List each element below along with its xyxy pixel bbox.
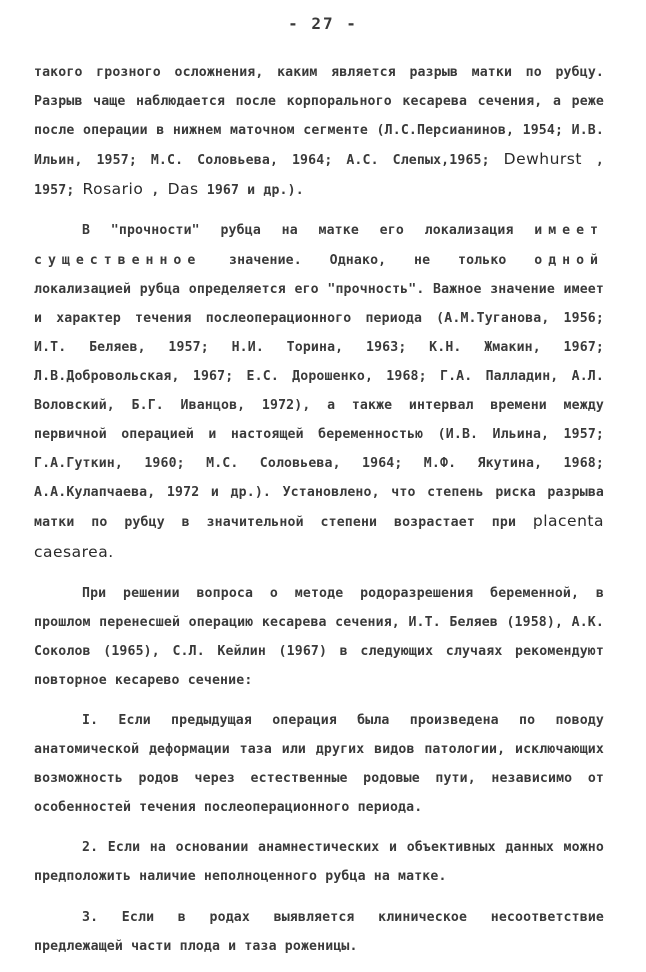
handwritten-text: Das (167, 180, 199, 199)
paragraph-5 (34, 833, 604, 891)
text-segment: , (143, 183, 168, 199)
handwritten-text: Dewhurst (503, 150, 582, 169)
paragraph-3 (34, 579, 604, 695)
text-segment: такого грозного осложнения, каким является разрыв матки по рубцу. Разрыв чаще наблюдается после корпорального кесарева сечения, а реже после операции в нижнем маточном сегменте (Л.С.Персианинов, 1954; И.В. Ильин, 1957; М.С. Соловьева, 1964; А.С. Слепых,1965; (34, 65, 604, 169)
text-segment: 2. Если на основании анамнестических и объективных данных можно предположить наличие неполноценного рубца на матке. (34, 840, 604, 885)
text-segment: При решении вопроса о методе родоразрешения беременной, в прошлом перенесшей операцию кесарева сечения, И.Т. Беляев (1958), А.К. Соколов (1965), С.Л. Кейлин (1967) в следующих случаях рекомендуют повторное кесарево сечение: (34, 585, 604, 688)
text-segment: В "прочности" рубца на матке его локализация (82, 223, 535, 239)
text-segment: локализацией рубца определяется его "прочность". Важное значение имеет и характер течения послеоперационного периода (А.М.Туганова, 1956; И.Т. Беляев, 1957; Н.И. Торина, 1963; К.Н. Жмакин, 1967; Л.В.Добровольская, 1967; Е.С. Дорошенко, 1968; Г.А. Палладин, А.Л. Воловский, Б.Г. Иванцов, 1972), а также интервал времени между первичной операцией и настоящей беременностью (И.В. Ильина, 1957; Г.А.Гуткин, 1960; М.С. Соловьева, 1964; М.Ф. Якутина, 1968; А.А.Кулапчаева, 1972 и др.). Установлено, что степень риска разрыва матки по рубцу в значительной степени возрастает при (34, 281, 604, 531)
paragraph-2 (34, 216, 604, 567)
text-segment: одной (534, 252, 604, 268)
body-text (34, 58, 604, 972)
paragraph-1 (34, 58, 604, 205)
text-segment: 3. Если в родах выявляется клиническое несоответствие предлежащей части плода и таза роженицы. (34, 909, 604, 954)
handwritten-text: Rosario (82, 180, 144, 199)
paragraph-6 (34, 903, 604, 961)
text-segment: I. Если предыдущая операция была произведена по поводу анатомической деформации таза или других видов патологии, исключающих возможность родов через естественные родовые пути, независимо от особенностей течения послеоперационного периода. (34, 712, 604, 816)
text-segment: , 1957; (34, 153, 604, 199)
text-segment: значение. Однако, не только (201, 252, 535, 268)
text-segment: имеет существенное (34, 223, 604, 268)
text-segment: 1967 и др.). (198, 183, 304, 199)
handwritten-text: placenta caesarea. (34, 512, 604, 561)
page-number: - 27 - (288, 14, 358, 33)
paragraph-4 (34, 706, 604, 822)
